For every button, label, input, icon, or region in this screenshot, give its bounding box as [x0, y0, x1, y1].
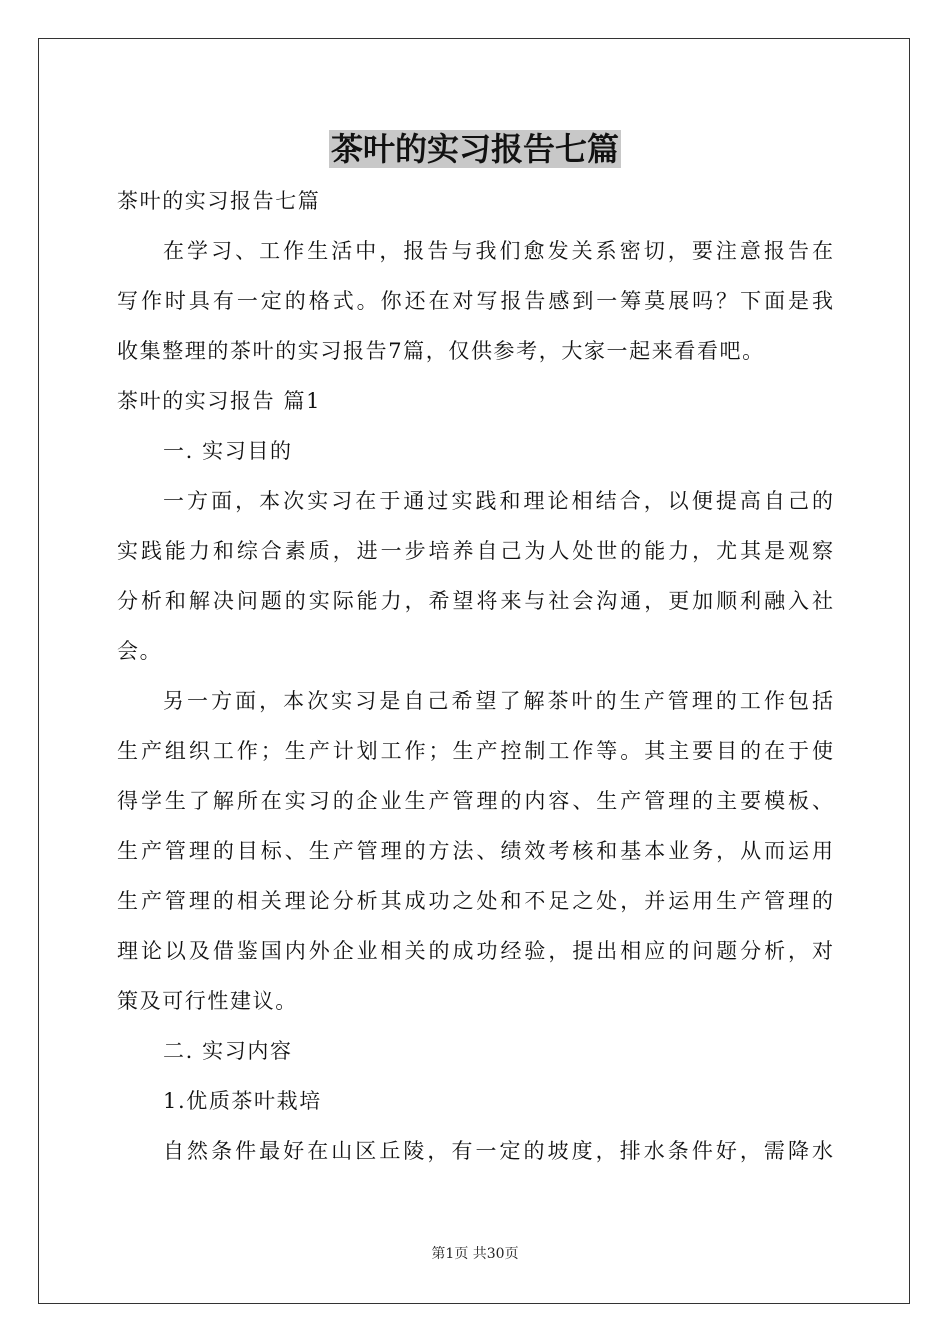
- page-footer: 第1页 共30页: [431, 1246, 519, 1262]
- title-text: 茶叶的实习报告七篇: [330, 130, 619, 168]
- text-line: 生产管理的相关理论分析其成功之处和不足之处，并运用生产管理的: [117, 889, 833, 913]
- text-line: 1.优质茶叶栽培: [163, 1089, 322, 1113]
- text-line: 一. 实习目的: [163, 439, 293, 463]
- text-line: 二. 实习内容: [163, 1039, 293, 1063]
- text-line: 得学生了解所在实习的企业生产管理的内容、生产管理的主要模板、: [117, 789, 833, 813]
- text-line: 会。: [117, 639, 163, 663]
- text-line: 分析和解决问题的实际能力，希望将来与社会沟通，更加顺利融入社: [117, 589, 833, 613]
- text-line: 生产管理的目标、生产管理的方法、绩效考核和基本业务，从而运用: [117, 839, 833, 863]
- text-line: 在学习、工作生活中，报告与我们愈发关系密切，要注意报告在: [163, 239, 833, 263]
- document-body: [117, 176, 833, 1176]
- text-line: 自然条件最好在山区丘陵，有一定的坡度，排水条件好，需降水: [163, 1139, 833, 1163]
- text-line: 茶叶的实习报告七篇: [117, 189, 321, 213]
- text-line: 收集整理的茶叶的实习报告7篇，仅供参考，大家一起来看看吧。: [117, 339, 765, 363]
- text-line: 策及可行性建议。: [117, 989, 298, 1013]
- text-line: 一方面，本次实习在于通过实践和理论相结合，以便提高自己的: [163, 489, 833, 513]
- text-line: 另一方面，本次实习是自己希望了解茶叶的生产管理的工作包括: [163, 689, 833, 713]
- text-line: 生产组织工作；生产计划工作；生产控制工作等。其主要目的在于使: [117, 739, 833, 763]
- document-title: [0, 124, 950, 174]
- text-line: 茶叶的实习报告 篇1: [117, 389, 322, 413]
- text-line: 实践能力和综合素质，进一步培养自己为人处世的能力，尤其是观察: [117, 539, 833, 563]
- text-line: 理论以及借鉴国内外企业相关的成功经验，提出相应的问题分析，对: [117, 939, 833, 963]
- text-line: 写作时具有一定的格式。你还在对写报告感到一筹莫展吗？下面是我: [117, 289, 833, 313]
